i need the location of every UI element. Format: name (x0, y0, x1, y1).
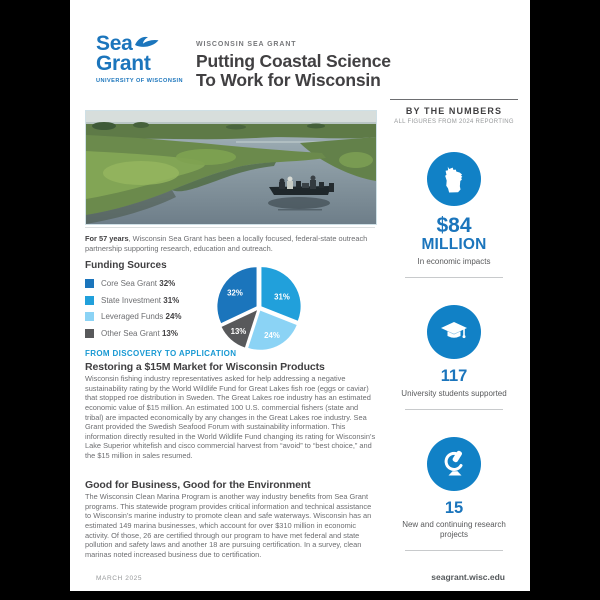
stat-label: In economic impacts (417, 257, 491, 267)
by-the-numbers-column (390, 99, 518, 551)
legend-item-state-investment (85, 296, 182, 305)
wetland-photo-art (86, 111, 376, 224)
article-1-title: Restoring a $15M Market for Wisconsin Products (85, 361, 325, 373)
logo-word-sea (96, 34, 183, 54)
logo-word-grant (96, 51, 183, 75)
logo-text-sea: Sea (96, 32, 133, 55)
stat-divider (405, 409, 503, 410)
legend-swatch-gray (85, 329, 94, 338)
funding-legend (85, 279, 182, 345)
intro-caption (85, 234, 378, 255)
legend-pct: 32% (159, 279, 176, 288)
stat-students-supported (390, 305, 518, 410)
legend-pct: 24% (165, 312, 182, 321)
stat-value-sub: MILLION (421, 236, 487, 253)
legend-item-core-sea-grant (85, 279, 182, 288)
wetland-boat-photo (85, 110, 377, 225)
legend-swatch-dark-blue (85, 279, 94, 288)
bird-wave-icon (134, 35, 160, 50)
legend-pct: 13% (161, 328, 178, 338)
svg-text:32%: 32% (227, 288, 243, 298)
legend-label: Leveraged Funds (101, 312, 164, 321)
masthead (196, 41, 391, 90)
numbers-top-rule (390, 99, 518, 100)
pie-slice-state-investment (261, 267, 300, 321)
stat-value: $84 (436, 214, 472, 237)
article-2-title: Good for Business, Good for the Environment (85, 479, 311, 491)
legend-label: State Investment (101, 295, 162, 305)
publication-date: MARCH 2025 (96, 575, 143, 582)
svg-text:31%: 31% (274, 292, 290, 302)
funding-pie-chart (212, 261, 306, 355)
article-1-body: Wisconsin fishing industry representatives asked for help addressing a negative sustainability rating by the World Wildlife Fund for Great Lakes fish roe (eggs or caviar) that stopped roe distribution in Sweden. The Great Lakes roe industry has an estimated economic value of $15 million. An estimated 100 U.S. commercial fishers (state and tribal) are impacted economically by any changes in the Great Lakes roe industry. Sea Grant provided the Swedish Seafood Forum with sustainability information. This information directly resulted in the World Wildlife Fund changing its rating for Wisconsin’s Lake Superior whitefish and cisco commercial harvest from “avoid” to “best choice,” and the $15 million in sales resumed. (85, 374, 376, 460)
graduation-cap-icon (427, 305, 481, 359)
stat-value: 15 (444, 498, 464, 517)
microscope-icon (427, 437, 481, 491)
funding-sources-heading: Funding Sources (85, 260, 167, 271)
legend-label: Other Sea Grant (101, 328, 160, 338)
section-kicker: FROM DISCOVERY TO APPLICATION (85, 349, 237, 358)
legend-item-leveraged-funds (85, 312, 182, 321)
legend-label: Core Sea Grant (101, 279, 158, 288)
numbers-subheading: ALL FIGURES FROM 2024 REPORTING (394, 119, 514, 125)
legend-item-other-sea-grant (85, 329, 182, 338)
stat-label: University students supported (401, 388, 507, 398)
svg-text:13%: 13% (230, 326, 247, 336)
stat-economic-impacts (390, 152, 518, 278)
svg-text:24%: 24% (264, 331, 280, 341)
masthead-eyebrow: WISCONSIN SEA GRANT (196, 41, 297, 48)
stat-divider (405, 550, 503, 551)
page-title (196, 52, 391, 90)
photo-divider (85, 227, 375, 228)
article-2-body: The Wisconsin Clean Marina Program is another way industry benefits from Sea Grant programs. This statewide program provides critical information and technical assistance to Wisconsin’s marine industry to promote clean and safe waterways. Wisconsin has an estimated 149 marina businesses, which account for over $310 million in economic activity. Of those, 26 are certified through our program to have met federal and state pollution and safety laws and another 18 are pursuing certification. In a survey, clean marinas noted increased business due to certification. (85, 492, 372, 559)
stat-value: 117 (440, 367, 468, 386)
logo-text-grant: Grant (96, 51, 151, 75)
stat-divider (405, 277, 503, 278)
logo-tagline: UNIVERSITY OF WISCONSIN (96, 77, 184, 84)
intro-rest: , Wisconsin Sea Grant has been a locally focused, federal-state outreach partnership supporting research, education and outreach. (85, 234, 368, 254)
legend-swatch-light-blue (85, 312, 94, 321)
page-title-line1: Putting Coastal Science (196, 51, 391, 71)
legend-pct: 31% (163, 295, 180, 305)
website-link[interactable]: seagrant.wisc.edu (431, 572, 505, 582)
stat-research-projects (390, 437, 518, 552)
wisconsin-state-icon (427, 152, 481, 206)
legend-swatch-medium-blue (85, 296, 94, 305)
numbers-heading: BY THE NUMBERS (405, 106, 503, 116)
sea-grant-logo (96, 34, 183, 84)
document-page (70, 0, 530, 591)
page-title-line2: To Work for Wisconsin (196, 69, 381, 90)
stat-label: New and continuing research projects (402, 520, 506, 540)
intro-lead: For 57 years (85, 234, 129, 243)
